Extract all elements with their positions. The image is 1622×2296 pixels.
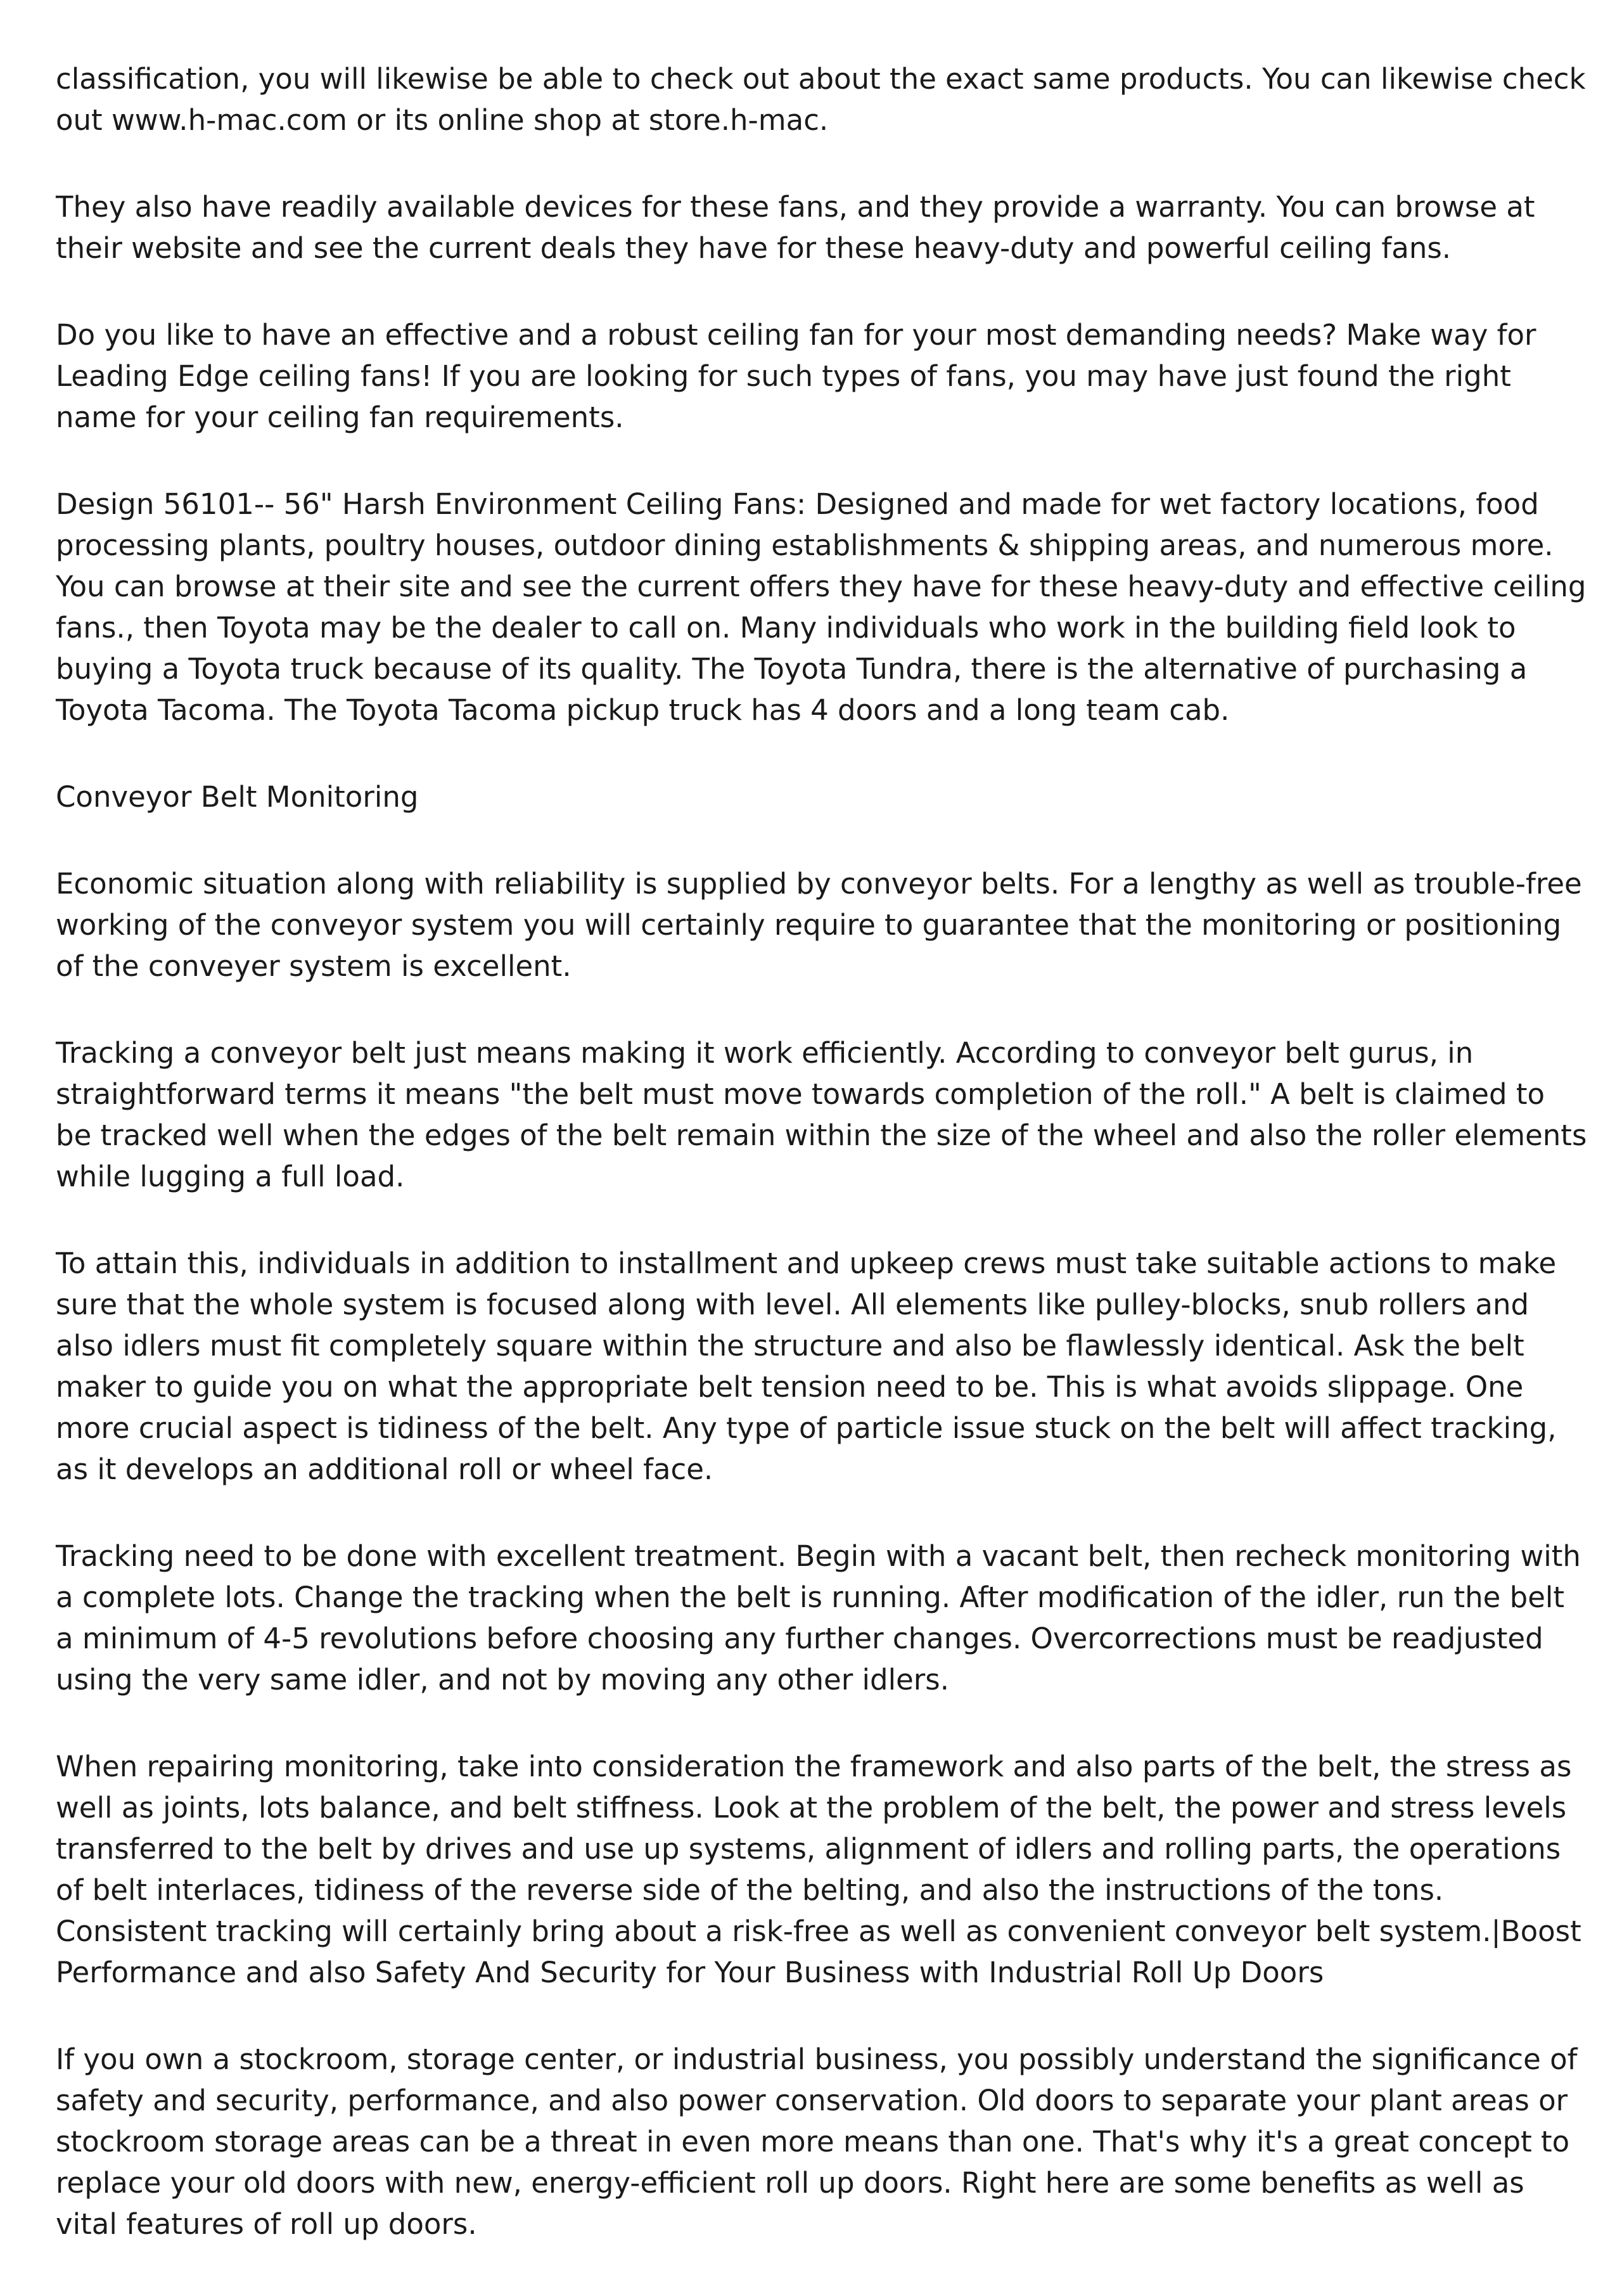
paragraph-devices-warranty: They also have readily available devices for these fans, and they provide a warranty. You can browse at their website and see the current deals they have for these heavy-duty and powerful ceiling fans. bbox=[56, 190, 1535, 265]
section-heading-conveyor-belt-monitoring: Conveyor Belt Monitoring bbox=[56, 780, 419, 814]
paragraph-attain-alignment: To attain this, individuals in addition to installment and upkeep crews must take suitable actions to make sure that the whole system is focused along with level. All elements like pulley-blocks, snub rollers and also idlers must fit completely square within the structure and also be flawlessly identical. Ask the belt maker to guide you on what the appropriate belt tension need to be. This is what avoids slippage. One more crucial aspect is tidiness of the belt. Any type of particle issue stuck on the belt will affect tracking, as it develops an additional roll or wheel face. bbox=[56, 1247, 1557, 1486]
paragraph-tracking-procedure: Tracking need to be done with excellent treatment. Begin with a vacant belt, then recheck monitoring with a complete lots. Change the tracking when the belt is running. After modification of the idler, run the belt a minimum of 4-5 revolutions before choosing any further changes. Overcorrections must be readjusted using the very same idler, and not by moving any other idlers. bbox=[56, 1539, 1581, 1696]
paragraph-hmac-shop: classification, you will likewise be able to check out about the exact same products. You can likewise check out www.h-mac.com or its online shop at store.h-mac. bbox=[56, 62, 1586, 137]
paragraph-tracking-definition: Tracking a conveyor belt just means making it work efficiently. According to conveyor belt gurus, in straightforward terms it means "the belt must move towards completion of the roll." A belt is claimed to be tracked well when the edges of the belt remain within the size of the wheel and also the roller elements while lugging a full load. bbox=[56, 1036, 1587, 1193]
document-body bbox=[56, 58, 1589, 2245]
paragraph-leading-edge-fans: Do you like to have an effective and a robust ceiling fan for your most demanding needs? Make way for Leading Edge ceiling fans! If you are looking for such types of fans, you may have just found the right name for your ceiling fan requirements. bbox=[56, 318, 1536, 434]
paragraph-economic-situation: Economic situation along with reliability is supplied by conveyor belts. For a lengthy as well as trouble-free working of the conveyor system you will certainly require to guarantee that the monitoring or positioning of the conveyer system is excellent. bbox=[56, 867, 1582, 983]
paragraph-roll-up-doors: If you own a stockroom, storage center, or industrial business, you possibly understand the significance of safety and security, performance, and also power conservation. Old doors to separate your plant areas or stockroom storage areas can be a threat in even more means than one. That's why it's a great concept to replace your old doors with new, energy-efficient roll up doors. Right here are some benefits as well as vital features of roll up doors. bbox=[56, 2043, 1578, 2241]
paragraph-design-56101: Design 56101-- 56" Harsh Environment Ceiling Fans: Designed and made for wet factory locations, food processing plants, poultry houses, outdoor dining establishments & shipping areas, and numerous more. You can browse at their site and see the current offers they have for these heavy-duty and effective ceiling fans., then Toyota may be the dealer to call on. Many individuals who work in the building field look to buying a Toyota truck because of its quality. The Toyota Tundra, there is the alternative of purchasing a Toyota Tacoma. The Toyota Tacoma pickup truck has 4 doors and a long team cab. bbox=[56, 487, 1587, 727]
paragraph-repairing-monitoring: When repairing monitoring, take into consideration the framework and also parts of the belt, the stress as well as joints, lots balance, and belt stiffness. Look at the problem of the belt, the power and stress levels transferred to the belt by drives and use up systems, alignment of idlers and rolling parts, the operations of belt interlaces, tidiness of the reverse side of the belting, and also the instructions of the tons. Consistent tracking will certainly bring about a risk-free as well as convenient conveyor belt system.|Boost Performance and also Safety And Security for Your Business with Industrial Roll Up Doors bbox=[56, 1750, 1581, 1989]
